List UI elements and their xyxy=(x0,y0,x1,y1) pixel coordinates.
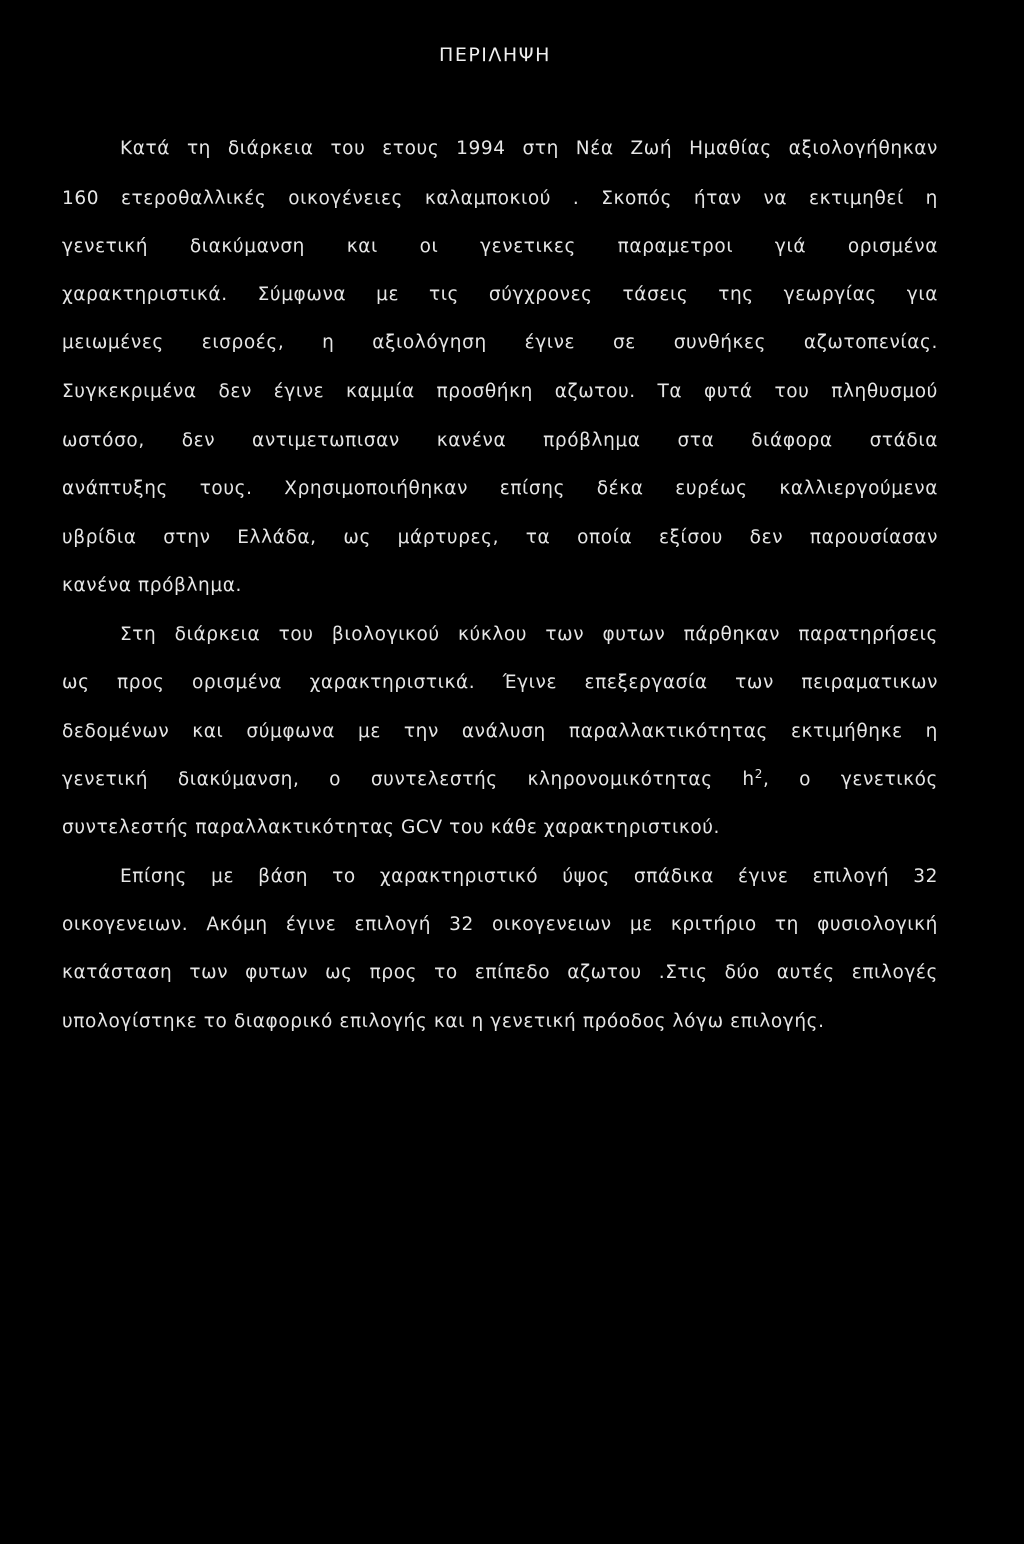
text-line: υβρίδια στην Ελλάδα, ως μάρτυρες, τα οποία εξίσου δεν παρουσίασαν xyxy=(62,527,938,548)
text-line: Συγκεκριμένα δεν έγινε καμμία προσθήκη αζωτου. Τα φυτά του πληθυσμού xyxy=(62,381,938,402)
heritability-text: γενετική διακύμανση, ο συντελεστής κληρονομικότητας h xyxy=(62,769,755,790)
text-line: Επίσης με βάση το χαρακτηριστικό ύψος σπάδικα έγινε επιλογή 32 xyxy=(120,866,938,887)
text-line: 160 ετεροθαλλικές οικογένειες καλαμποκιού . Σκοπός ήταν να εκτιμηθεί η xyxy=(62,188,938,209)
text-line: ωστόσο, δεν αντιμετωπισαν κανένα πρόβλημα στα διάφορα στάδια xyxy=(62,430,938,451)
text-line: ως προς ορισμένα χαρακτηριστικά. Έγινε επεξεργασία των πειραματικων xyxy=(62,672,938,693)
text-line: Στη διάρκεια του βιολογικού κύκλου των φυτων πάρθηκαν παρατηρήσεις xyxy=(120,624,938,645)
heritability-text-tail: , ο γενετικός xyxy=(762,769,938,790)
text-line xyxy=(62,766,938,790)
text-line: δεδομένων και σύμφωνα με την ανάλυση παραλλακτικότητας εκτιμήθηκε η xyxy=(62,721,938,742)
text-line: κανένα πρόβλημα. xyxy=(62,575,242,596)
text-line: Κατά τη διάρκεια του ετους 1994 στη Νέα Ζωή Ημαθίας αξιολογήθηκαν xyxy=(120,138,938,159)
text-line: χαρακτηριστικά. Σύμφωνα με τις σύγχρονες τάσεις της γεωργίας για xyxy=(62,284,938,305)
text-line: ανάπτυξης τους. Χρησιμοποιήθηκαν επίσης δέκα ευρέως καλλιεργούμενα xyxy=(62,478,938,499)
text-line: μειωμένες εισροές, η αξιολόγηση έγινε σε συνθήκες αζωτοπενίας. xyxy=(62,332,938,353)
superscript-2: 2 xyxy=(754,766,763,781)
page-title: ΠΕΡΙΛΗΨΗ xyxy=(439,44,551,66)
text-line: γενετική διακύμανση και οι γενετικες παραμετροι γιά ορισμένα xyxy=(62,236,938,257)
text-line: κατάσταση των φυτων ως προς το επίπεδο αζωτου .Στις δύο αυτές επιλογές xyxy=(62,962,938,983)
text-line: συντελεστής παραλλακτικότητας GCV του κάθε χαρακτηριστικού. xyxy=(62,817,721,838)
text-line: υπολογίστηκε το διαφορικό επιλογής και η γενετική πρόοδος λόγω επιλογής. xyxy=(62,1011,825,1032)
text-line: οικογενειων. Ακόμη έγινε επιλογή 32 οικογενειων με κριτήριο τη φυσιολογική xyxy=(62,914,938,935)
